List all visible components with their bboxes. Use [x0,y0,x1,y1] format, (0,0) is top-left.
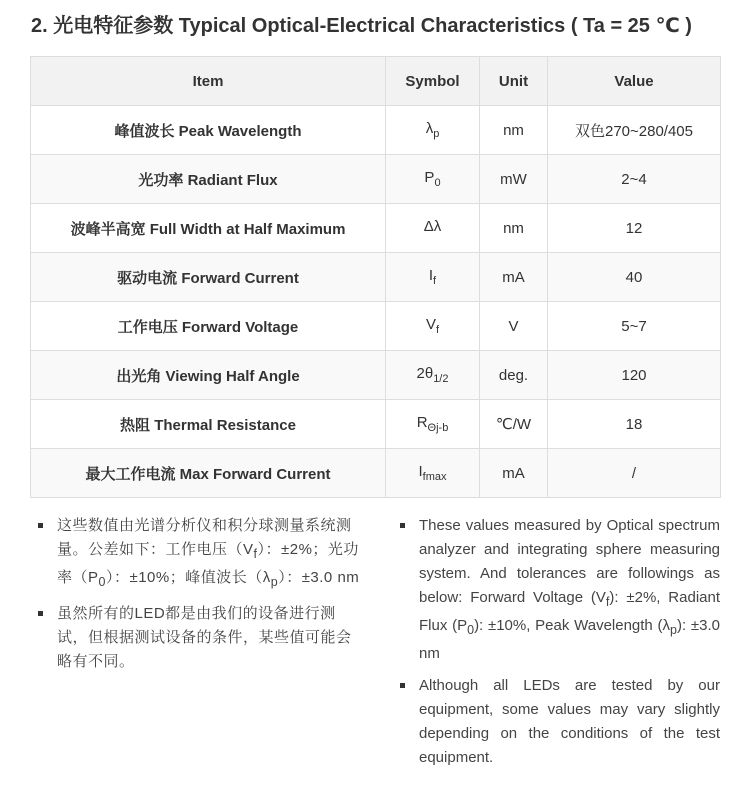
table-row [31,106,721,155]
table-row [31,204,721,253]
header-item: Item [31,57,386,106]
row-value: 12 [548,204,721,253]
row-symbol: $2\theta_{1/2}$ [386,351,480,400]
row-unit: V [480,302,548,351]
list-item: Although all LEDs are tested by our equipment, some values may vary slightly depending on the conditions of the test equipment. [398,674,720,770]
row-unit: mW [480,155,548,204]
header-symbol: Symbol [386,57,480,106]
row-item: 最大工作电流 Max Forward Current [31,449,386,498]
table-row [31,351,721,400]
row-symbol: $I_f$ [386,253,480,302]
row-symbol: $R_{\Theta j-b}$ [386,400,480,449]
row-symbol: $P_0$ [386,155,480,204]
bullet-icon [38,523,43,528]
list-item: These values measured by Optical spectrum analyzer and integrating sphere measuring system. And tolerances are followings as below: Forward Voltage $(V_f)$: ±2%, Radiant Flux $(P_0)$: ±10%, Peak Wavelength $(\lambda_p)$: ±3.0 nm [398,514,720,666]
row-unit: nm [480,106,548,155]
header-unit: Unit [480,57,548,106]
row-item: 工作电压 Forward Voltage [31,302,386,351]
table-row [31,400,721,449]
table-row [31,155,721,204]
row-item: 热阻 Thermal Resistance [31,400,386,449]
row-item: 出光角 Viewing Half Angle [31,351,386,400]
bullet-icon [400,523,405,528]
table-row [31,449,721,498]
row-value: 18 [548,400,721,449]
characteristics-table [30,56,721,498]
row-symbol: Δλ [386,204,480,253]
row-item: 驱动电流 Forward Current [31,253,386,302]
row-unit: mA [480,449,548,498]
list-item: 虽然所有的LED都是由我们的设备进行测试，但根据测试设备的条件，某些值可能会略有不同。 [36,602,360,674]
row-value: 双色270~280/405 [548,106,721,155]
table-header-row [31,57,721,106]
table-row [31,302,721,351]
header-value: Value [548,57,721,106]
row-item: 峰值波长 Peak Wavelength [31,106,386,155]
row-value: / [548,449,721,498]
row-unit: nm [480,204,548,253]
row-value: 5~7 [548,302,721,351]
bullet-icon [400,683,405,688]
row-value: 2~4 [548,155,721,204]
row-symbol: $\lambda_p$ [386,106,480,155]
row-symbol: $V_f$ [386,302,480,351]
row-item: 光功率 Radiant Flux [31,155,386,204]
row-unit: mA [480,253,548,302]
bullet-icon [38,611,43,616]
row-unit: ℃/W [480,400,548,449]
row-symbol: $I_{fmax}$ [386,449,480,498]
section-title: 2. 光电特征参数 Typical Optical-Electrical Characteristics ( Ta = 25 ℃ ) [31,15,692,37]
row-value: 40 [548,253,721,302]
row-item: 波峰半高宽 Full Width at Half Maximum [31,204,386,253]
notes-chinese [36,514,360,682]
table-row [31,253,721,302]
row-unit: deg. [480,351,548,400]
notes-english [398,514,720,778]
list-item: 这些数值由光谱分析仪和积分球测量系统测量。公差如下：工作电压$(V_f)$：±2%；光功率$(P_0)$：±10%；峰值波长$(\lambda_p)$：±3.0 nm [36,514,360,594]
row-value: 120 [548,351,721,400]
